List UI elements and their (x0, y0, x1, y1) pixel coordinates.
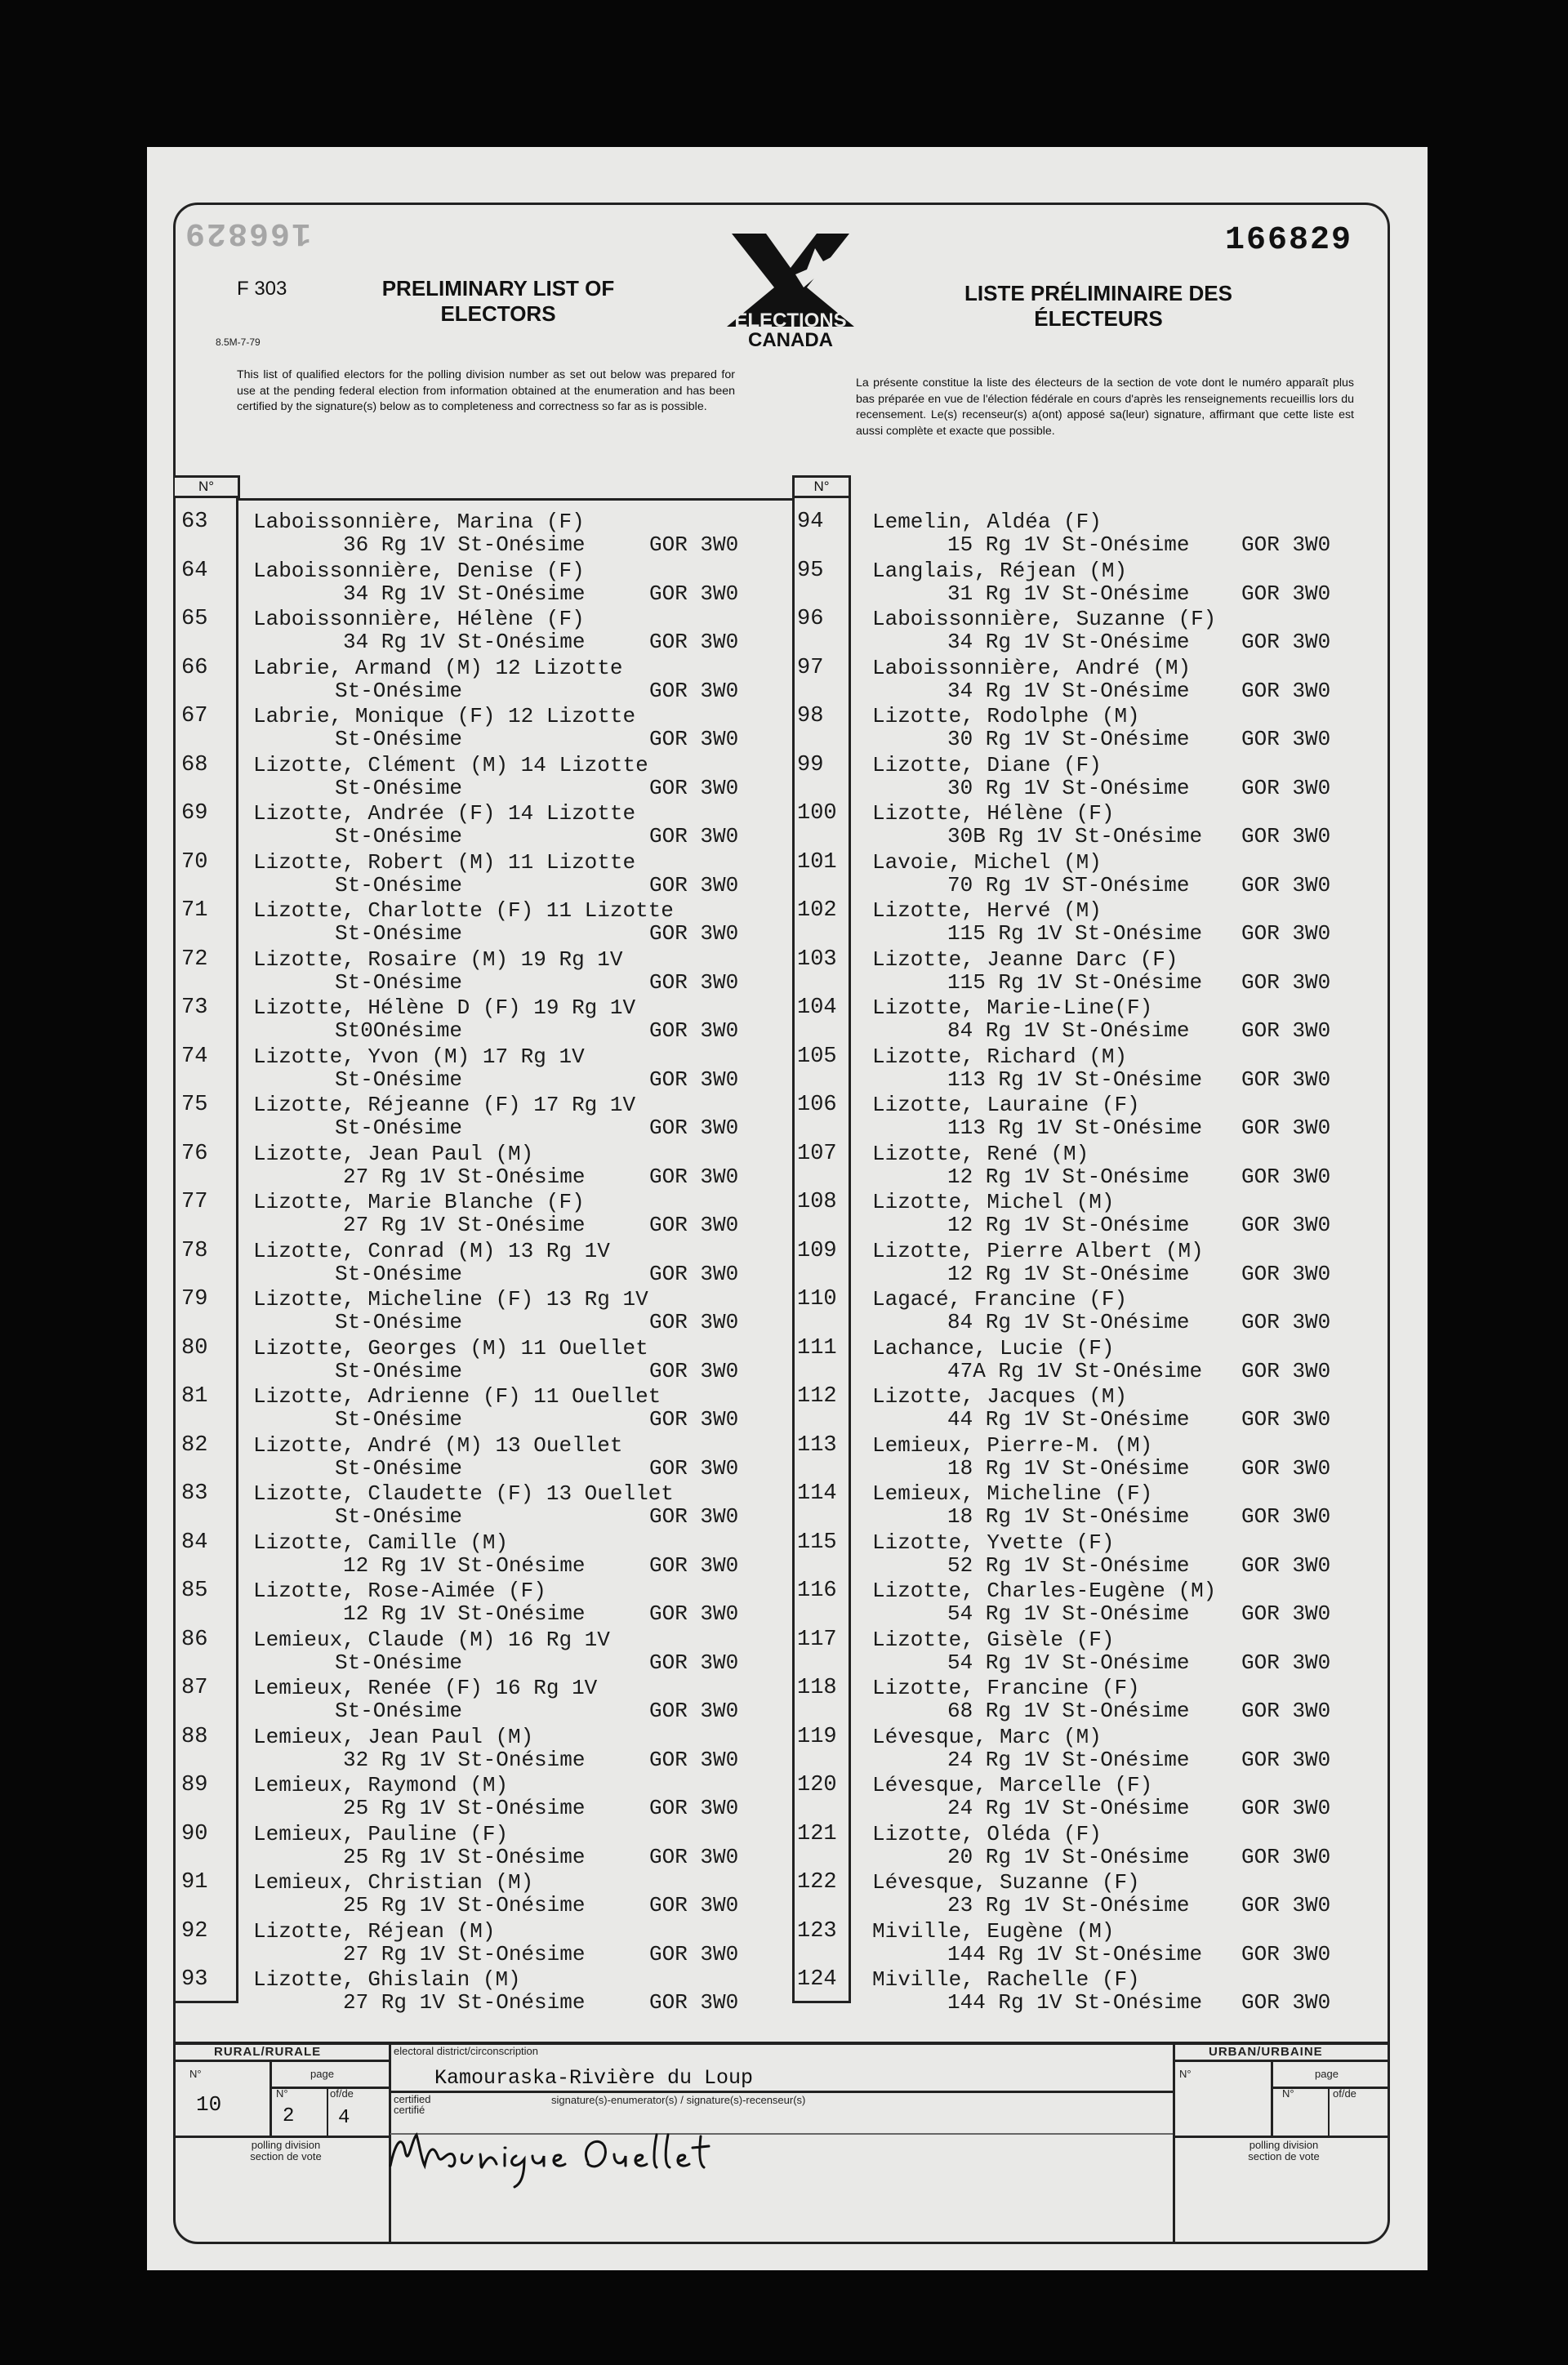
page-no-label: N° (276, 2087, 288, 2100)
page-of-label: of/de (330, 2087, 354, 2100)
entry-name: Lizotte, Clément (M) 14 Lizotte (253, 752, 648, 777)
entry-number: 71 (181, 898, 208, 923)
entry-address: 84 Rg 1V St-Onésime (947, 1310, 1190, 1334)
logo-text-2: CANADA (748, 329, 833, 351)
urban-polling-rule (1173, 2136, 1390, 2138)
entry-address: St-Onésime (335, 824, 463, 848)
entry-name: Lévesque, Marc (M) (872, 1724, 1102, 1749)
entry-name: Lemieux, Micheline (F) (872, 1481, 1153, 1506)
entry-address: 54 Rg 1V St-Onésime (947, 1601, 1190, 1626)
entry-name: Lizotte, Hélène (F) (872, 801, 1115, 826)
entry-number: 101 (797, 849, 837, 875)
entry-name: Lemieux, Claude (M) 16 Rg 1V (253, 1627, 610, 1652)
entry-postal-code: GOR 3W0 (649, 532, 739, 557)
entry-postal-code: GOR 3W0 (649, 921, 739, 946)
entry-address: 12 Rg 1V St-Onésime (947, 1261, 1190, 1286)
entry-address: 44 Rg 1V St-Onésime (947, 1407, 1190, 1432)
entry-postal-code: GOR 3W0 (649, 1552, 739, 1578)
entry-address: 30 Rg 1V St-Onésime (947, 775, 1190, 800)
entry-number: 83 (181, 1481, 208, 1506)
entry-name: Lizotte, Marie-Line(F) (872, 995, 1153, 1020)
urban-left-border (1173, 2042, 1175, 2244)
entry-name: Lemieux, Christian (M) (253, 1870, 534, 1895)
entry-name: Labrie, Armand (M) 12 Lizotte (253, 655, 623, 680)
entry-postal-code: GOR 3W0 (649, 1844, 739, 1869)
entry-number: 93 (181, 1967, 208, 1992)
serial-number-upside-down: 166829 (184, 214, 312, 251)
title-french: LISTE PRÉLIMINAIRE DES ÉLECTEURS (964, 281, 1232, 331)
entry-address: 115 Rg 1V St-Onésime (947, 969, 1203, 995)
urban-page-no-label: N° (1282, 2087, 1294, 2100)
entry-address: 18 Rg 1V St-Onésime (947, 1455, 1190, 1481)
entry-name: Laboissonnière, Suzanne (F) (872, 607, 1217, 631)
entry-address: St-Onésime (335, 1504, 463, 1529)
entry-address: 27 Rg 1V St-Onésime (343, 1990, 586, 2015)
intro-french: La présente constitue la liste des électeurs de la section de vote dont le numéro apparaît plus bas préparée en vue de l'élection fédérale en cours d'après les renseignements recueillis lors du recensement. Le(s) recenseur(s) a(ont) apposé sa(leur) signature, affirmant que cette liste est aussi complète et exacte que possible. (856, 376, 1354, 438)
entry-address: 31 Rg 1V St-Onésime (947, 581, 1190, 606)
entry-postal-code: GOR 3W0 (1241, 1990, 1331, 2015)
entry-address: 18 Rg 1V St-Onésime (947, 1504, 1190, 1529)
entry-name: Lizotte, Richard (M) (872, 1044, 1128, 1069)
entry-address: 27 Rg 1V St-Onésime (343, 1164, 586, 1189)
entry-number: 95 (797, 558, 824, 583)
entry-address: St-Onésime (335, 969, 463, 995)
entry-address: St-Onésime (335, 1067, 463, 1092)
entry-postal-code: GOR 3W0 (649, 824, 739, 848)
entry-number: 76 (181, 1141, 208, 1166)
entry-name: Lizotte, Adrienne (F) 11 Ouellet (253, 1384, 662, 1409)
entry-name: Lizotte, Ghislain (M) (253, 1967, 521, 1992)
entry-postal-code: GOR 3W0 (649, 1164, 739, 1189)
entry-number: 122 (797, 1870, 837, 1895)
entry-number: 116 (797, 1579, 837, 1603)
entry-name: Lizotte, Réjeanne (F) 17 Rg 1V (253, 1093, 636, 1117)
entry-postal-code: GOR 3W0 (1241, 1796, 1331, 1820)
entry-number: 75 (181, 1093, 208, 1117)
entry-postal-code: GOR 3W0 (1241, 969, 1331, 995)
entry-address: 25 Rg 1V St-Onésime (343, 1796, 586, 1820)
entry-postal-code: GOR 3W0 (649, 1990, 739, 2015)
entry-number: 103 (797, 946, 837, 972)
entry-postal-code: GOR 3W0 (1241, 1018, 1331, 1043)
entry-number: 120 (797, 1773, 837, 1797)
entry-name: Lemelin, Aldéa (F) (872, 510, 1102, 534)
polling-rule (173, 2136, 389, 2138)
page-box-left (270, 2062, 272, 2136)
entry-name: Lizotte, Yvon (M) 17 Rg 1V (253, 1044, 585, 1069)
entry-number: 66 (181, 655, 208, 680)
entry-number: 67 (181, 704, 208, 728)
entry-number: 100 (797, 801, 837, 826)
entry-number: 68 (181, 752, 208, 777)
rural-label: RURAL/RURALE (214, 2045, 322, 2059)
entry-number: 111 (797, 1335, 837, 1361)
entry-address: 34 Rg 1V St-Onésime (947, 630, 1190, 654)
entry-address: St0Onésime (335, 1018, 463, 1043)
entry-name: Lizotte, Andrée (F) 14 Lizotte (253, 801, 636, 826)
entry-number: 94 (797, 510, 824, 534)
entry-number: 88 (181, 1724, 208, 1749)
entry-number: 97 (797, 655, 824, 680)
entry-address: St-Onésime (335, 1310, 463, 1334)
entry-number: 123 (797, 1918, 837, 1944)
entry-address: St-Onésime (335, 678, 463, 703)
entry-postal-code: GOR 3W0 (1241, 1650, 1331, 1675)
form-code: 8.5M-7-79 (216, 336, 261, 348)
entry-postal-code: GOR 3W0 (1241, 630, 1331, 654)
entry-postal-code: GOR 3W0 (649, 1699, 739, 1723)
entry-address: 68 Rg 1V St-Onésime (947, 1699, 1190, 1723)
entry-postal-code: GOR 3W0 (649, 1455, 739, 1481)
entry-name: Lizotte, Pierre Albert (M) (872, 1238, 1204, 1263)
entry-name: Laboissonnière, Hélène (F) (253, 607, 585, 631)
page-total: 4 (338, 2107, 350, 2129)
entry-postal-code: GOR 3W0 (1241, 921, 1331, 946)
entry-number: 91 (181, 1870, 208, 1895)
polling-division-label: polling division section de vote (250, 2139, 322, 2162)
entry-postal-code: GOR 3W0 (649, 1213, 739, 1237)
entry-number: 70 (181, 849, 208, 875)
entry-number: 74 (181, 1044, 208, 1069)
entry-postal-code: GOR 3W0 (649, 1310, 739, 1334)
entry-number: 99 (797, 752, 824, 777)
entry-postal-code: GOR 3W0 (649, 1116, 739, 1140)
entry-postal-code: GOR 3W0 (1241, 1941, 1331, 1966)
entry-name: Lizotte, Jean Paul (M) (253, 1141, 534, 1166)
entry-postal-code: GOR 3W0 (1241, 1504, 1331, 1529)
entry-address: 47A Rg 1V St-Onésime (947, 1358, 1203, 1383)
entry-name: Lavoie, Michel (M) (872, 849, 1102, 875)
entry-postal-code: GOR 3W0 (1241, 1844, 1331, 1869)
entry-number: 72 (181, 946, 208, 972)
entry-number: 65 (181, 607, 208, 631)
entry-address: 34 Rg 1V St-Onésime (947, 678, 1190, 703)
entry-number: 89 (181, 1773, 208, 1797)
entry-number: 81 (181, 1384, 208, 1409)
entry-postal-code: GOR 3W0 (649, 1941, 739, 1966)
entry-name: Lévesque, Suzanne (F) (872, 1870, 1140, 1895)
entry-number: 106 (797, 1093, 837, 1117)
left-no-header: N° (175, 475, 240, 498)
entry-postal-code: GOR 3W0 (1241, 1213, 1331, 1237)
right-no-header: N° (792, 475, 851, 498)
entry-number: 85 (181, 1579, 208, 1603)
entry-postal-code: GOR 3W0 (649, 727, 739, 751)
entry-name: Lizotte, Michel (M) (872, 1190, 1115, 1214)
entry-number: 109 (797, 1238, 837, 1263)
entry-address: 25 Rg 1V St-Onésime (343, 1844, 586, 1869)
entry-address: St-Onésime (335, 727, 463, 751)
entry-address: St-Onésime (335, 775, 463, 800)
entry-address: 34 Rg 1V St-Onésime (343, 581, 586, 606)
entry-name: Lizotte, Hélène D (F) 19 Rg 1V (253, 995, 636, 1020)
district-value: Kamouraska-Rivière du Loup (434, 2066, 754, 2090)
entry-name: Lizotte, Yvette (F) (872, 1530, 1115, 1555)
entry-number: 87 (181, 1676, 208, 1700)
entry-number: 121 (797, 1821, 837, 1846)
entry-address: 12 Rg 1V St-Onésime (343, 1552, 586, 1578)
entry-number: 63 (181, 510, 208, 534)
entry-number: 69 (181, 801, 208, 826)
entry-name: Lizotte, Réjean (M) (253, 1918, 496, 1944)
district-rule (390, 2091, 1173, 2093)
entry-name: Lizotte, Lauraine (F) (872, 1093, 1140, 1117)
entry-postal-code: GOR 3W0 (1241, 1699, 1331, 1723)
entry-name: Lemieux, Raymond (M) (253, 1773, 509, 1797)
page-box-mid (327, 2087, 328, 2136)
entry-name: Laboissonnière, André (M) (872, 655, 1192, 680)
entry-number: 108 (797, 1190, 837, 1214)
entry-number: 105 (797, 1044, 837, 1069)
entry-name: Lizotte, André (M) 13 Ouellet (253, 1432, 623, 1458)
entry-address: 32 Rg 1V St-Onésime (343, 1747, 586, 1772)
entry-number: 77 (181, 1190, 208, 1214)
entry-address: 15 Rg 1V St-Onésime (947, 532, 1190, 557)
entry-address: St-Onésime (335, 1407, 463, 1432)
entry-address: St-Onésime (335, 921, 463, 946)
entry-address: St-Onésime (335, 1358, 463, 1383)
entry-postal-code: GOR 3W0 (1241, 678, 1331, 703)
entry-postal-code: GOR 3W0 (649, 1893, 739, 1917)
entry-postal-code: GOR 3W0 (649, 1601, 739, 1626)
entry-name: Lizotte, Robert (M) 11 Lizotte (253, 849, 636, 875)
entry-name: Labrie, Monique (F) 12 Lizotte (253, 704, 636, 728)
entry-address: St-Onésime (335, 1455, 463, 1481)
entry-name: Lizotte, Rosaire (M) 19 Rg 1V (253, 946, 623, 972)
entry-name: Lemieux, Jean Paul (M) (253, 1724, 534, 1749)
entry-address: 113 Rg 1V St-Onésime (947, 1116, 1203, 1140)
entry-address: 84 Rg 1V St-Onésime (947, 1018, 1190, 1043)
entry-address: 23 Rg 1V St-Onésime (947, 1893, 1190, 1917)
entry-postal-code: GOR 3W0 (649, 969, 739, 995)
entry-number: 86 (181, 1627, 208, 1652)
page-number: 2 (283, 2105, 295, 2127)
entry-name: Lizotte, Charlotte (F) 11 Lizotte (253, 898, 674, 923)
entry-postal-code: GOR 3W0 (649, 1650, 739, 1675)
form-number: F 303 (237, 278, 287, 300)
entry-postal-code: GOR 3W0 (649, 1067, 739, 1092)
urban-page-box-left (1271, 2062, 1273, 2136)
entry-number: 79 (181, 1287, 208, 1312)
entry-address: St-Onésime (335, 1261, 463, 1286)
title-english: PRELIMINARY LIST OF ELECTORS (381, 276, 615, 326)
entry-number: 117 (797, 1627, 837, 1652)
entry-name: Lizotte, Gisèle (F) (872, 1627, 1115, 1652)
entry-postal-code: GOR 3W0 (1241, 1601, 1331, 1626)
entry-postal-code: GOR 3W0 (1241, 581, 1331, 606)
entry-address: St-Onésime (335, 1699, 463, 1723)
entry-number: 113 (797, 1432, 837, 1458)
serial-number: 166829 (1225, 222, 1353, 259)
entry-number: 84 (181, 1530, 208, 1555)
entry-postal-code: GOR 3W0 (649, 1018, 739, 1043)
entry-address: 24 Rg 1V St-Onésime (947, 1747, 1190, 1772)
entry-postal-code: GOR 3W0 (1241, 532, 1331, 557)
footer-top-rule (173, 2042, 1390, 2045)
entry-name: Lizotte, Hervé (M) (872, 898, 1102, 923)
entry-address: 25 Rg 1V St-Onésime (343, 1893, 586, 1917)
entry-postal-code: GOR 3W0 (1241, 872, 1331, 897)
entry-address: 30 Rg 1V St-Onésime (947, 727, 1190, 751)
entry-number: 114 (797, 1481, 837, 1506)
entry-number: 107 (797, 1141, 837, 1166)
entry-postal-code: GOR 3W0 (1241, 1116, 1331, 1140)
entry-number: 124 (797, 1967, 837, 1992)
logo-text-1: ELECTIONS (734, 310, 847, 332)
entry-number: 102 (797, 898, 837, 923)
entry-postal-code: GOR 3W0 (1241, 1552, 1331, 1578)
entry-postal-code: GOR 3W0 (649, 872, 739, 897)
entry-name: Lizotte, René (M) (872, 1141, 1089, 1166)
entry-number: 78 (181, 1238, 208, 1263)
entry-number: 90 (181, 1821, 208, 1846)
urban-of-label: of/de (1333, 2087, 1356, 2100)
entry-postal-code: GOR 3W0 (1241, 1407, 1331, 1432)
district-label: electoral district/circonscription (394, 2045, 539, 2057)
left-header-rule (237, 498, 795, 501)
entry-name: Lizotte, Marie Blanche (F) (253, 1190, 585, 1214)
entry-postal-code: GOR 3W0 (649, 1504, 739, 1529)
entry-name: Lagacé, Francine (F) (872, 1287, 1128, 1312)
signature-label: signature(s)-enumerator(s) / signature(s)-recenseur(s) (551, 2094, 806, 2106)
entry-name: Lemieux, Pierre-M. (M) (872, 1432, 1153, 1458)
intro-english: This list of qualified electors for the polling division number as set out below was prepared for use at the pending federal election from information obtained at the enumeration and has been certified by the signature(s) below as to completeness and correctness so far as is possible. (237, 368, 735, 413)
entry-name: Lachance, Lucie (F) (872, 1335, 1115, 1361)
entry-address: 27 Rg 1V St-Onésime (343, 1213, 586, 1237)
entry-name: Lizotte, Rodolphe (M) (872, 704, 1140, 728)
entry-number: 119 (797, 1724, 837, 1749)
entry-address: 113 Rg 1V St-Onésime (947, 1067, 1203, 1092)
entry-name: Lizotte, Jacques (M) (872, 1384, 1128, 1409)
entry-postal-code: GOR 3W0 (649, 1358, 739, 1383)
entry-name: Miville, Rachelle (F) (872, 1967, 1140, 1992)
entry-name: Lizotte, Georges (M) 11 Ouellet (253, 1335, 648, 1361)
entry-postal-code: GOR 3W0 (1241, 1893, 1331, 1917)
entry-number: 82 (181, 1432, 208, 1458)
entry-address: 144 Rg 1V St-Onésime (947, 1941, 1203, 1966)
entry-address: 144 Rg 1V St-Onésime (947, 1990, 1203, 2015)
entry-postal-code: GOR 3W0 (1241, 1358, 1331, 1383)
entry-postal-code: GOR 3W0 (1241, 1067, 1331, 1092)
entry-number: 112 (797, 1384, 837, 1409)
entry-name: Lizotte, Charles-Eugène (M) (872, 1579, 1217, 1603)
entry-address: 12 Rg 1V St-Onésime (947, 1213, 1190, 1237)
entry-name: Lizotte, Oléda (F) (872, 1821, 1102, 1846)
entry-postal-code: GOR 3W0 (649, 581, 739, 606)
entry-postal-code: GOR 3W0 (1241, 1310, 1331, 1334)
entry-name: Lizotte, Francine (F) (872, 1676, 1140, 1700)
entry-postal-code: GOR 3W0 (1241, 824, 1331, 848)
entry-name: Laboissonnière, Marina (F) (253, 510, 585, 534)
entry-name: Lemieux, Pauline (F) (253, 1821, 509, 1846)
entry-number: 80 (181, 1335, 208, 1361)
entry-name: Lizotte, Jeanne Darc (F) (872, 946, 1178, 972)
entry-postal-code: GOR 3W0 (649, 630, 739, 654)
entry-postal-code: GOR 3W0 (1241, 1164, 1331, 1189)
entry-name: Lizotte, Diane (F) (872, 752, 1102, 777)
entry-address: St-Onésime (335, 1116, 463, 1140)
rural-page-label: page (310, 2068, 334, 2080)
entry-name: Lizotte, Claudette (F) 13 Ouellet (253, 1481, 674, 1506)
rural-no-label: N° (189, 2068, 202, 2080)
urban-label: URBAN/URBAINE (1209, 2045, 1323, 2059)
entry-address: 52 Rg 1V St-Onésime (947, 1552, 1190, 1578)
entry-number: 96 (797, 607, 824, 631)
entry-number: 115 (797, 1530, 837, 1555)
urban-page-box-mid (1328, 2087, 1330, 2136)
entry-address: 34 Rg 1V St-Onésime (343, 630, 586, 654)
urban-no-label: N° (1179, 2068, 1192, 2080)
entry-postal-code: GOR 3W0 (649, 678, 739, 703)
entry-name: Lizotte, Micheline (F) 13 Rg 1V (253, 1287, 648, 1312)
entry-postal-code: GOR 3W0 (1241, 1747, 1331, 1772)
entry-name: Lizotte, Camille (M) (253, 1530, 509, 1555)
entry-name: Miville, Eugène (M) (872, 1918, 1115, 1944)
entry-address: 24 Rg 1V St-Onésime (947, 1796, 1190, 1820)
entry-name: Lemieux, Renée (F) 16 Rg 1V (253, 1676, 598, 1700)
urban-page-label: page (1315, 2068, 1339, 2080)
entry-name: Lizotte, Conrad (M) 13 Rg 1V (253, 1238, 610, 1263)
entry-address: 27 Rg 1V St-Onésime (343, 1941, 586, 1966)
entry-address: 20 Rg 1V St-Onésime (947, 1844, 1190, 1869)
entry-number: 110 (797, 1287, 837, 1312)
urban-polling-division-label: polling division section de vote (1248, 2139, 1320, 2162)
entry-name: Laboissonnière, Denise (F) (253, 558, 585, 583)
entry-address: 54 Rg 1V St-Onésime (947, 1650, 1190, 1675)
entry-name: Lizotte, Rose-Aimée (F) (253, 1579, 546, 1603)
entry-number: 98 (797, 704, 824, 728)
entry-address: St-Onésime (335, 872, 463, 897)
entry-address: 36 Rg 1V St-Onésime (343, 532, 586, 557)
entry-address: 70 Rg 1V ST-Onésime (947, 872, 1190, 897)
entry-postal-code: GOR 3W0 (1241, 775, 1331, 800)
entry-postal-code: GOR 3W0 (649, 1796, 739, 1820)
entry-address: 115 Rg 1V St-Onésime (947, 921, 1203, 946)
entry-name: Langlais, Réjean (M) (872, 558, 1128, 583)
entry-postal-code: GOR 3W0 (1241, 1455, 1331, 1481)
entry-name: Lévesque, Marcelle (F) (872, 1773, 1153, 1797)
entry-number: 92 (181, 1918, 208, 1944)
entry-number: 64 (181, 558, 208, 583)
entry-postal-code: GOR 3W0 (1241, 727, 1331, 751)
certified-label: certified certifié (394, 2093, 431, 2116)
entry-postal-code: GOR 3W0 (649, 1261, 739, 1286)
entry-number: 73 (181, 995, 208, 1020)
entry-number: 104 (797, 995, 837, 1020)
handwritten-signature (384, 2118, 760, 2192)
entry-postal-code: GOR 3W0 (649, 1747, 739, 1772)
entry-number: 118 (797, 1676, 837, 1700)
entry-address: St-Onésime (335, 1650, 463, 1675)
urban-sub-rule (1173, 2060, 1390, 2062)
entry-postal-code: GOR 3W0 (1241, 1261, 1331, 1286)
entry-postal-code: GOR 3W0 (649, 1407, 739, 1432)
elections-canada-logo (709, 230, 872, 353)
entry-address: 30B Rg 1V St-Onésime (947, 824, 1203, 848)
polling-division-number: 10 (196, 2092, 222, 2117)
rural-sub-rule (173, 2060, 389, 2062)
entry-postal-code: GOR 3W0 (649, 775, 739, 800)
entry-address: 12 Rg 1V St-Onésime (947, 1164, 1190, 1189)
entry-address: 12 Rg 1V St-Onésime (343, 1601, 586, 1626)
